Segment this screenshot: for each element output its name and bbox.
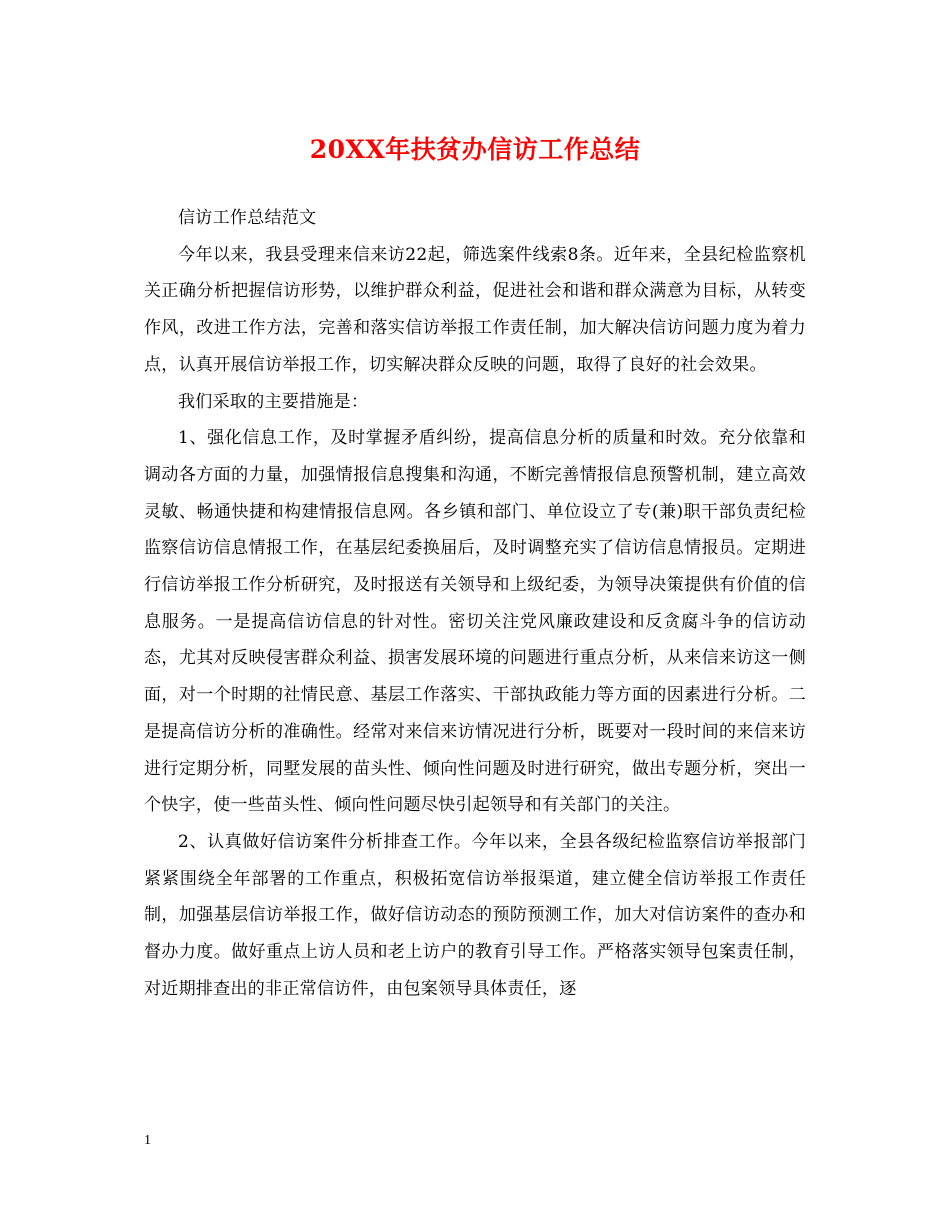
document-title: 20XX年扶贫办信访工作总结 [309,135,641,164]
paragraph-subtitle: 信访工作总结范文 [178,208,317,228]
paragraph-measure-2: 2、认真做好信访案件分析排查工作。今年以来，全县各级纪检监察信访举报部门紧紧围绕全年部署的工作重点，积极拓宽信访举报渠道，建立健全信访举报工作责任制，加强基层信访举报工作，做好信访动态的预防预测工作，加大对信访案件的查办和督办力度。做好重点上访人员和老上访户的教育引导工作。严格落实领导包案责任制，对近期排查出的非正常信访件，由包案领导具体责任，逐 [144,831,806,999]
paragraph-measure-1: 1、强化信息工作，及时掌握矛盾纠纷，提高信息分析的质量和时效。充分依靠和调动各方面的力量，加强情报信息搜集和沟通，不断完善情报信息预警机制，建立高效灵敏、畅通快捷和构建情报信息网。各乡镇和部门、单位设立了专(兼)职干部负责纪检监察信访信息情报工作，在基层纪委换届后，及时调整充实了信访信息情报员。定期进行信访举报工作分析研究，及时报送有关领导和上级纪委，为领导决策提供有价值的信息服务。一是提高信访信息的针对性。密切关注党风廉政建设和反贪腐斗争的信访动态，尤其对反映侵害群众利益、损害发展环境的问题进行重点分析，从来信来访这一侧面，对一个时期的社情民意、基层工作落实、干部执政能力等方面的因素进行分析。二是提高信访分析的准确性。经常对来信来访情况进行分析，既要对一段时间的来信来访进行定期分析，同墅发展的苗头性、倾向性问题及时进行研究，做出专题分析，突出一个快字，使一些苗头性、倾向性问题尽快引起领导和有关部门的关注。 [144,428,806,816]
page-number: 1 [144,1133,151,1148]
paragraph-intro: 今年以来，我县受理来信来访22起，筛选案件线索8条。近年来，全县纪检监察机关正确分析把握信访形势，以维护群众利益，促进社会和谐和群众满意为目标，从转变作风，改进工作方法，完善和落实信访举报工作责任制，加大解决信访问题力度为着力点，认真开展信访举报工作，切实解决群众反映的问题，取得了良好的社会效果。 [144,244,806,375]
paragraph-measures-heading: 我们采取的主要措施是： [178,391,369,412]
document-body [144,200,806,1007]
